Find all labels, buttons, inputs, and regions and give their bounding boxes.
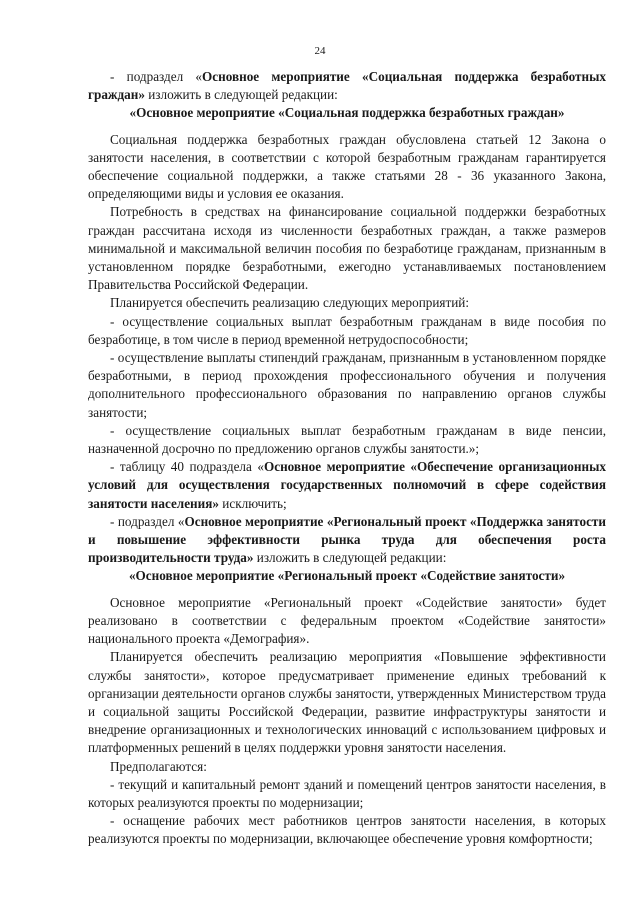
text-run: - таблицу 40 подраздела «	[110, 459, 264, 475]
heading-social-support	[88, 104, 606, 122]
text-run: исключить;	[219, 495, 287, 511]
list-item: - оснащение рабочих мест работников центров занятости населения, в которых реализуются проекты по модернизации, включающее обеспечение уровня комфортности;	[88, 813, 606, 847]
list-item: - осуществление социальных выплат безработным гражданам в виде пенсии, назначенной досрочно по предложению органов службы занятости.»;	[88, 422, 606, 457]
list-item: - текущий и капитальный ремонт зданий и помещений центров занятости населения, в которых реализуются проекты по модернизации;	[88, 776, 606, 810]
list-item: - осуществление выплаты стипендий гражданам, признанным в установленном порядке безработными, в период прохождения профессионального обучения и получения дополнительного профессионального образования по направлению органов службы занятости;	[88, 350, 606, 420]
text-run: - подраздел «	[110, 69, 203, 84]
paragraph: Потребность в средствах на финансирование социальной поддержки безработных граждан рассчитана исходя из численности безработных граждан, а также размеров минимальной и максимальной величин пособия по безработице гражданам, признанным в установленном порядке безработными, ежегодно устанавливаемых постановлением Правительства Российской Федерации.	[88, 204, 606, 293]
text-run: изложить в следующей редакции:	[253, 550, 447, 566]
heading-text: «Основное мероприятие «Социальная поддержка безработных граждан»	[129, 105, 565, 121]
bold-run: Основное мероприятие «Обеспечение организационных условий для осуществления государственных полномочий в сфере содействия занятости населения»	[88, 459, 606, 511]
page-number: 24	[314, 45, 326, 57]
bold-run: Основное мероприятие «Региональный проект «Поддержка занятости и повышение эффективности рынка труда для обеспечения роста производительности труда»	[88, 513, 606, 566]
document-body	[88, 68, 606, 849]
text-run: - подраздел «	[110, 513, 185, 529]
list-item: - осуществление социальных выплат безработным гражданам в виде пособия по безработице, в том числе в период временной нетрудоспособности;	[88, 313, 606, 347]
paragraph: Планируется обеспечить реализацию следующих мероприятий:	[110, 295, 470, 311]
heading-text: «Основное мероприятие «Региональный проект «Содействие занятости»	[128, 568, 566, 584]
paragraph-table-40	[88, 458, 606, 513]
paragraph: Планируется обеспечить реализацию мероприятия «Повышение эффективности службы занятости», которое предусматривает применение единых требований к организации деятельности органов службы занятости, утвержденных Министерством труда и социальной защиты Российской Федерации, развитие инфраструктуры занятости и внедрение организационных и технологических инноваций с использованием цифровых и платформенных решений в целях поддержки уровня занятости населения.	[88, 649, 606, 756]
bold-run: Основное мероприятие «Социальная поддержка безработных граждан»	[88, 69, 606, 103]
paragraph-subsection-social-support	[88, 68, 606, 104]
paragraph: Основное мероприятие «Региональный проект «Содействие занятости» будет реализовано в соответствии с федеральным проектом «Содействие занятости» национального проекта «Демография».	[88, 594, 606, 647]
paragraph-subsection-regional-project	[88, 513, 606, 568]
paragraph: Социальная поддержка безработных граждан обусловлена статьей 12 Закона о занятости населения, в соответствии с которой безработным гражданам гарантируется обеспечение социальной поддержки, а также статьями 28 - 36 указанного Закона, определяющими виды и условия ее оказания.	[88, 131, 606, 202]
text-run: изложить в следующей редакции:	[144, 87, 338, 103]
paragraph: Предполагаются:	[110, 758, 207, 774]
heading-employment-assistance	[88, 567, 606, 585]
